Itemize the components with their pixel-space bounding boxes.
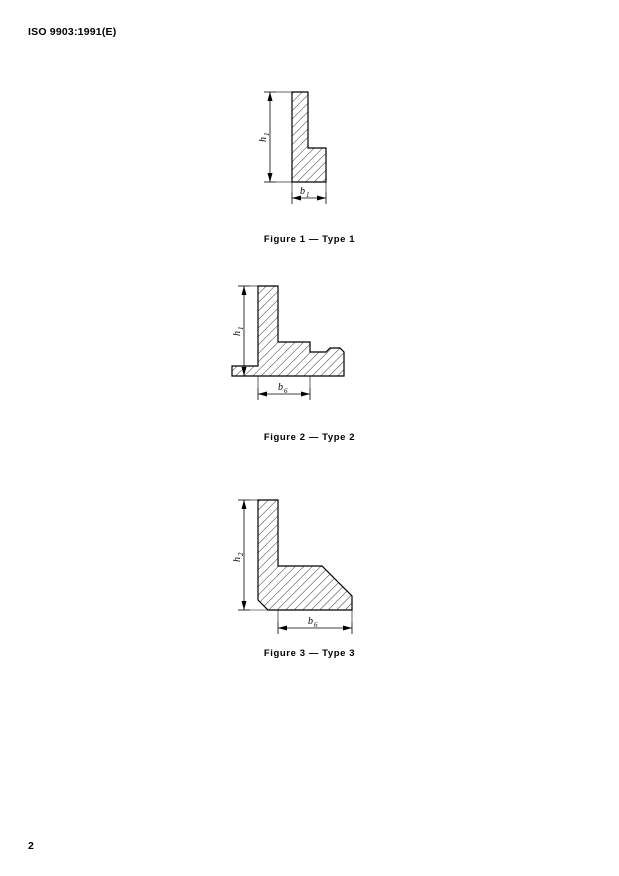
- page-number: 2: [28, 840, 34, 852]
- profile-shape-type-2: [232, 286, 344, 376]
- figure-1-drawing: [0, 80, 619, 220]
- profile-shape-type-3: [258, 500, 352, 610]
- label-h2-fig3-subscript: 2: [237, 552, 245, 556]
- label-h1-fig2: [232, 327, 245, 337]
- figure-2-drawing: [0, 272, 619, 420]
- dimension-height-h1: [264, 92, 292, 182]
- dimension-height-h1-fig2: [238, 286, 258, 376]
- figure-2: [0, 272, 619, 443]
- label-h1-fig2-letter: h: [232, 331, 243, 336]
- label-b1-letter: b: [300, 186, 305, 197]
- label-b6-fig2-letter: b: [278, 382, 283, 393]
- figure-1-caption: Figure 1 — Type 1: [263, 234, 356, 245]
- label-h1-subscript: 1: [263, 132, 271, 136]
- label-h1-fig2-subscript: 1: [237, 326, 245, 330]
- label-b6-fig3-subscript: 6: [314, 621, 318, 629]
- label-h2-fig3-letter: h: [232, 557, 243, 562]
- figure-2-caption: Figure 2 — Type 2: [263, 432, 356, 443]
- label-b6-fig2: [278, 382, 288, 395]
- label-b6-fig3: [308, 616, 318, 629]
- label-h2-fig3: [232, 552, 245, 562]
- label-b1: [300, 186, 310, 199]
- profile-shape-type-1: [292, 92, 326, 182]
- figure-3-caption: Figure 3 — Type 3: [263, 648, 356, 659]
- page-header: ISO 9903:1991(E): [28, 26, 117, 38]
- figure-3: [0, 488, 619, 659]
- label-h1: [258, 133, 271, 143]
- figure-1: [0, 80, 619, 245]
- label-b6-fig2-subscript: 6: [284, 387, 288, 395]
- label-h1-letter: h: [258, 137, 269, 142]
- label-b1-subscript: 1: [306, 191, 310, 199]
- label-b6-fig3-letter: b: [308, 616, 313, 627]
- figure-3-drawing: [0, 488, 619, 636]
